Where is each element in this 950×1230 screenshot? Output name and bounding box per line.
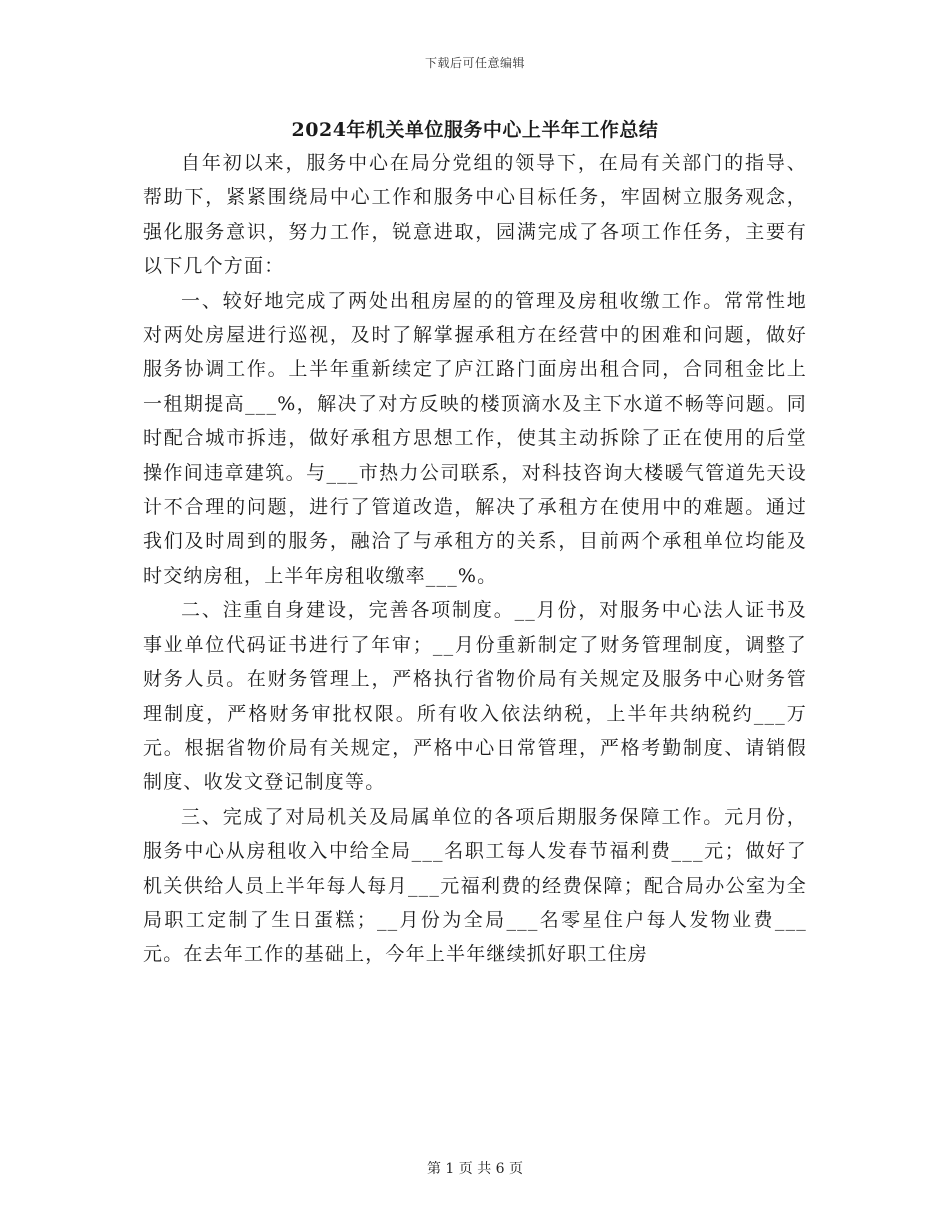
paragraph-section-3: 三、完成了对局机关及局属单位的各项后期服务保障工作。元月份，服务中心从房租收入中给全局___名职工每人发春节福利费___元；做好了机关供给人员上半年每人每月___元福利费的经费保障；配合局办公室为全局职工定制了生日蛋糕；__月份为全局___名零星住户每人发物业费___元。在去年工作的基础上，今年上半年继续抓好职工住房 bbox=[143, 805, 807, 966]
paragraph-section-1: 一、较好地完成了两处出租房屋的的管理及房租收缴工作。常常性地对两处房屋进行巡视，及时了解掌握承租方在经营中的困难和问题，做好服务协调工作。上半年重新续定了庐江路门面房出租合同，合同租金比上一租期提高___%，解决了对方反映的楼顶滴水及主下水道不畅等问题。同时配合城市拆违，做好承租方思想工作，使其主动拆除了正在使用的后堂操作间违章建筑。与___市热力公司联系，对科技咨询大楼暖气管道先天设计不合理的问题，进行了管道改造，解决了承租方在使用中的难题。通过我们及时周到的服务，融洽了与承租方的关系，目前两个承租单位均能及时交纳房租，上半年房租收缴率___%。 bbox=[143, 289, 807, 587]
page-header-note: 下载后可任意编辑 bbox=[424, 56, 525, 70]
page-number: 第 1 页 共 6 页 bbox=[426, 1161, 524, 1177]
document-body bbox=[143, 146, 807, 972]
paragraph-intro: 自年初以来，服务中心在局分党组的领导下，在局有关部门的指导、帮助下，紧紧围绕局中心工作和服务中心目标任务，牢固树立服务观念，强化服务意识，努力工作，锐意进取，园满完成了各项工作任务，主要有以下几个方面： bbox=[143, 152, 807, 278]
paragraph-section-2: 二、注重自身建设，完善各项制度。__月份，对服务中心法人证书及事业单位代码证书进行了年审；__月份重新制定了财务管理制度，调整了财务人员。在财务管理上，严格执行省物价局有关规定及服务中心财务管理制度，严格财务审批权限。所有收入依法纳税，上半年共纳税约___万元。根据省物价局有关规定，严格中心日常管理，严格考勤制度、请销假制度、收发文登记制度等。 bbox=[143, 599, 807, 794]
document-title: 2024年机关单位服务中心上半年工作总结 bbox=[291, 119, 659, 141]
